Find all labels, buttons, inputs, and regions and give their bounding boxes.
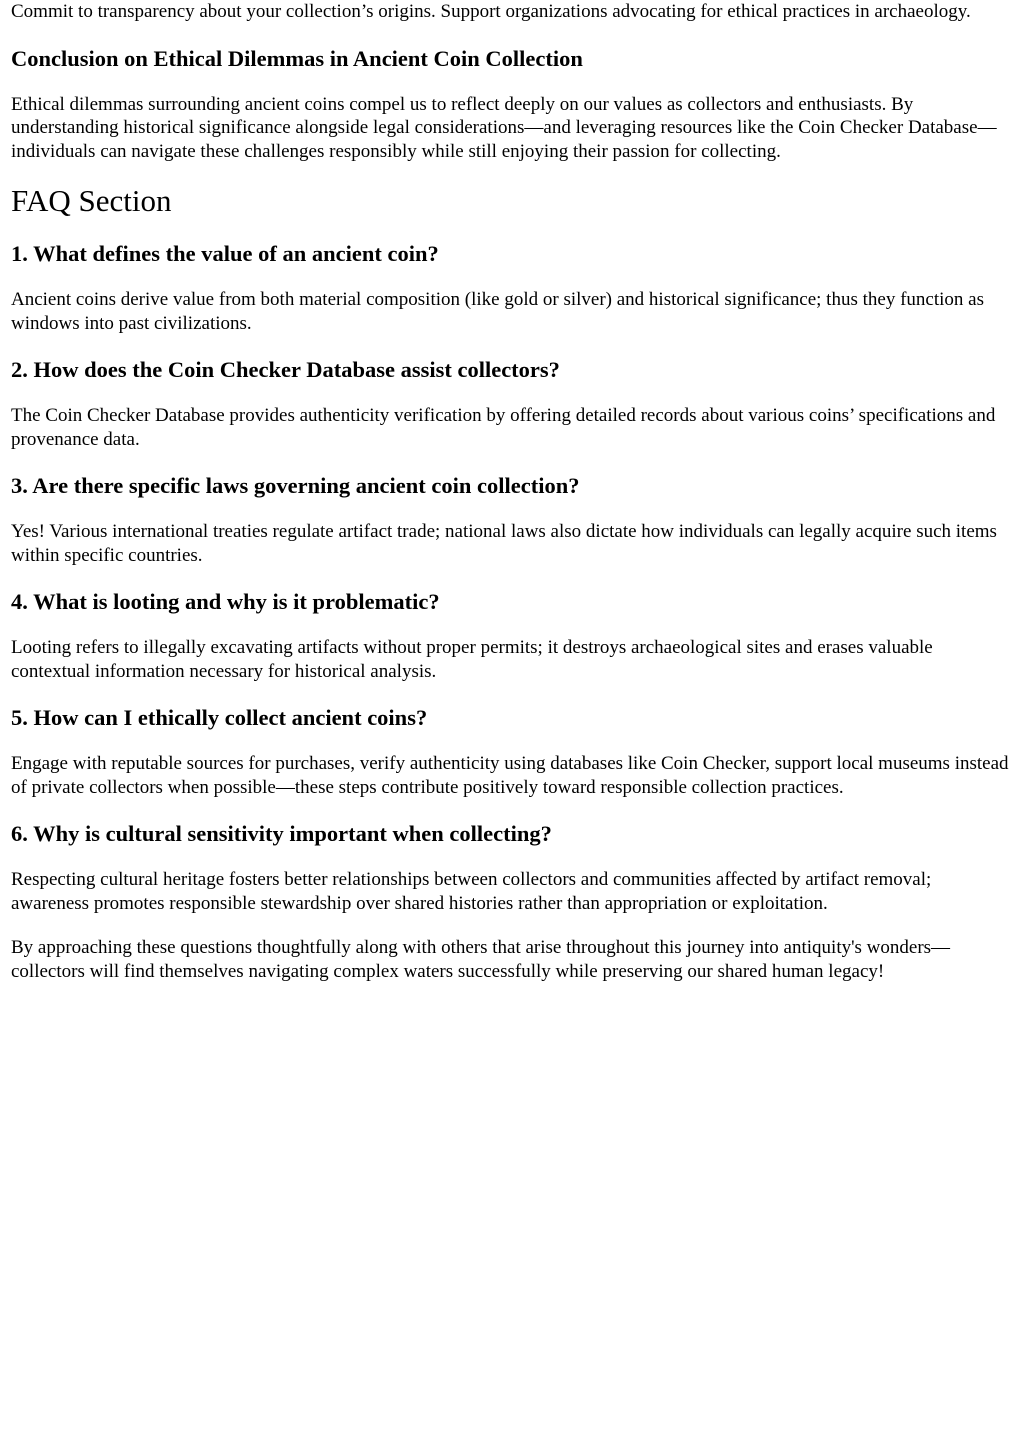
faq-title: FAQ Section [11, 183, 172, 218]
faq-item [11, 588, 1013, 683]
faq-answer: Looting refers to illegally excavating artifacts without proper permits; it destroys archaeological sites and erases valuable contextual information necessary for historical analysis. [11, 637, 933, 682]
faq-question: 4. What is looting and why is it problematic? [11, 589, 440, 614]
faq-answer: Respecting cultural heritage fosters better relationships between collectors and communities affected by artifact removal; awareness promotes responsible stewardship over shared histories rather than appropriation or exploitation. [11, 869, 932, 914]
faq-answer: Yes! Various international treaties regulate artifact trade; national laws also dictate how individuals can legally acquire such items within specific countries. [11, 521, 997, 566]
conclusion-paragraph: Ethical dilemmas surrounding ancient coins compel us to reflect deeply on our values as collectors and enthusiasts. By understanding historical significance alongside legal considerations—and leveraging resources like the Coin Checker Database—individuals can navigate these challenges responsibly while still enjoying their passion for collecting. [11, 93, 997, 162]
faq-question: 6. Why is cultural sensitivity important when collecting? [11, 821, 552, 846]
faq-item [11, 240, 1013, 335]
intro-paragraph: Commit to transparency about your collection’s origins. Support organizations advocating for ethical practices in archaeology. [11, 1, 971, 22]
faq-answer: Engage with reputable sources for purchases, verify authenticity using databases like Coin Checker, support local museums instead of private collectors when possible—these steps contribute positively toward responsible collection practices. [11, 753, 1009, 798]
faq-item [11, 820, 1013, 915]
faq-question: 3. Are there specific laws governing ancient coin collection? [11, 473, 580, 498]
faq-question: 5. How can I ethically collect ancient coins? [11, 705, 428, 730]
faq-question: 1. What defines the value of an ancient coin? [11, 241, 439, 266]
closing-paragraph: By approaching these questions thoughtfully along with others that arise throughout this journey into antiquity's wonders—collectors will find themselves navigating complex waters successfully while preserving our shared human legacy! [11, 937, 951, 982]
faq-item [11, 356, 1013, 451]
faq-question: 2. How does the Coin Checker Database assist collectors? [11, 357, 560, 382]
faq-answer: The Coin Checker Database provides authenticity verification by offering detailed records about various coins’ specifications and provenance data. [11, 405, 996, 450]
faq-answer: Ancient coins derive value from both material composition (like gold or silver) and historical significance; thus they function as windows into past civilizations. [11, 289, 984, 334]
faq-item [11, 704, 1013, 799]
conclusion-heading: Conclusion on Ethical Dilemmas in Ancient Coin Collection [11, 45, 583, 71]
faq-item [11, 472, 1013, 567]
